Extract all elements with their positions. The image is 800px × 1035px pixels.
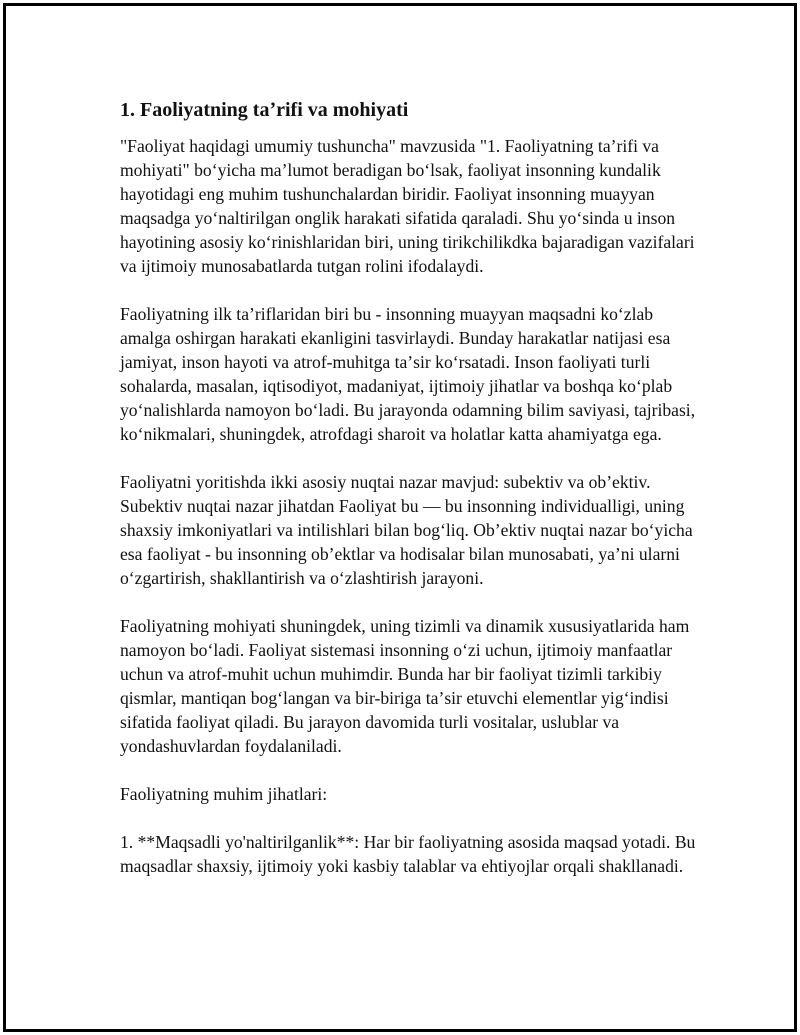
paragraph-essence: Faoliyatning mohiyati shuningdek, uning tizimli va dinamik xususiyatlarida ham namoyon boʻladi. Faoliyat sistemasi insonning oʻzi uchun, ijtimoiy manfaatlar uchun va atrof-muhit uchun muhimdir. Bunda har bir faoliyat tizimli tarkibiy qismlar, mantiqan bogʻlangan va bir-biriga taʼsir etuvchi elementlar yigʻindisi sifatida faoliyat qiladi. Bu jarayon davomida turli vositalar, uslublar va yondashuvlardan foydalaniladi. [120, 616, 690, 756]
section-title: 1. Faoliyatning taʼrifi va mohiyati [120, 99, 409, 121]
paragraph-intro: "Faoliyat haqidagi umumiy tushuncha" mavzusida "1. Faoliyatning taʼrifi va mohiyati" boʻyicha maʼlumot beradigan boʻlsak, faoliyat insonning kundalik hayotidagi eng muhim tushunchalardan biridir. Faoliyat insonning muayyan maqsadga yoʻnaltirilgan onglik harakati sifatida qaraladi. Shu yoʻsinda u inson hayotining asosiy koʻrinishlaridan biri, uning tirikchilikdka bajaradigan vazifalari va ijtimoiy munosabatlarda tutgan rolini ifodalaydi. [120, 136, 695, 276]
paragraph-definition: Faoliyatning ilk taʼriflaridan biri bu - insonning muayyan maqsadni koʻzlab amalga oshirgan harakati ekanligini tasvirlaydi. Bunday harakatlar natijasi esa jamiyat, inson hayoti va atrof-muhitga taʼsir koʻrsatadi. Inson faoliyati turli sohalarda, masalan, iqtisodiyot, madaniyat, ijtimoiy jihatlar va boshqa koʻplab yoʻnalishlarda namoyon boʻladi. Bu jarayonda odamning bilim saviyasi, tajribasi, koʻnikmalari, shuningdek, atrofdagi sharoit va holatlar katta ahamiyatga ega. [120, 304, 696, 444]
paragraph-list-item-1: 1. **Maqsadli yo'naltirilganlik**: Har bir faoliyatning asosida maqsad yotadi. Bu maqsadlar shaxsiy, ijtimoiy yoki kasbiy talablar va ehtiyojlar orqali shakllanadi. [120, 832, 696, 876]
paragraph-aspects-heading: Faoliyatning muhim jihatlari: [120, 784, 328, 804]
paragraph-viewpoints: Faoliyatni yoritishda ikki asosiy nuqtai nazar mavjud: subektiv va obʼektiv. Subektiv nuqtai nazar jihatdan Faoliyat bu — bu insonning individualligi, uning shaxsiy imkoniyatlari va intilishlari bilan bogʻliq. Obʼektiv nuqtai nazar boʻyicha esa faoliyat - bu insonning obʼektlar va hodisalar bilan munosabati, yaʼni ularni oʻzgartirish, shakllantirish va oʻzlashtirish jarayoni. [120, 472, 693, 588]
document-page [3, 3, 797, 1032]
document-content [120, 98, 700, 902]
